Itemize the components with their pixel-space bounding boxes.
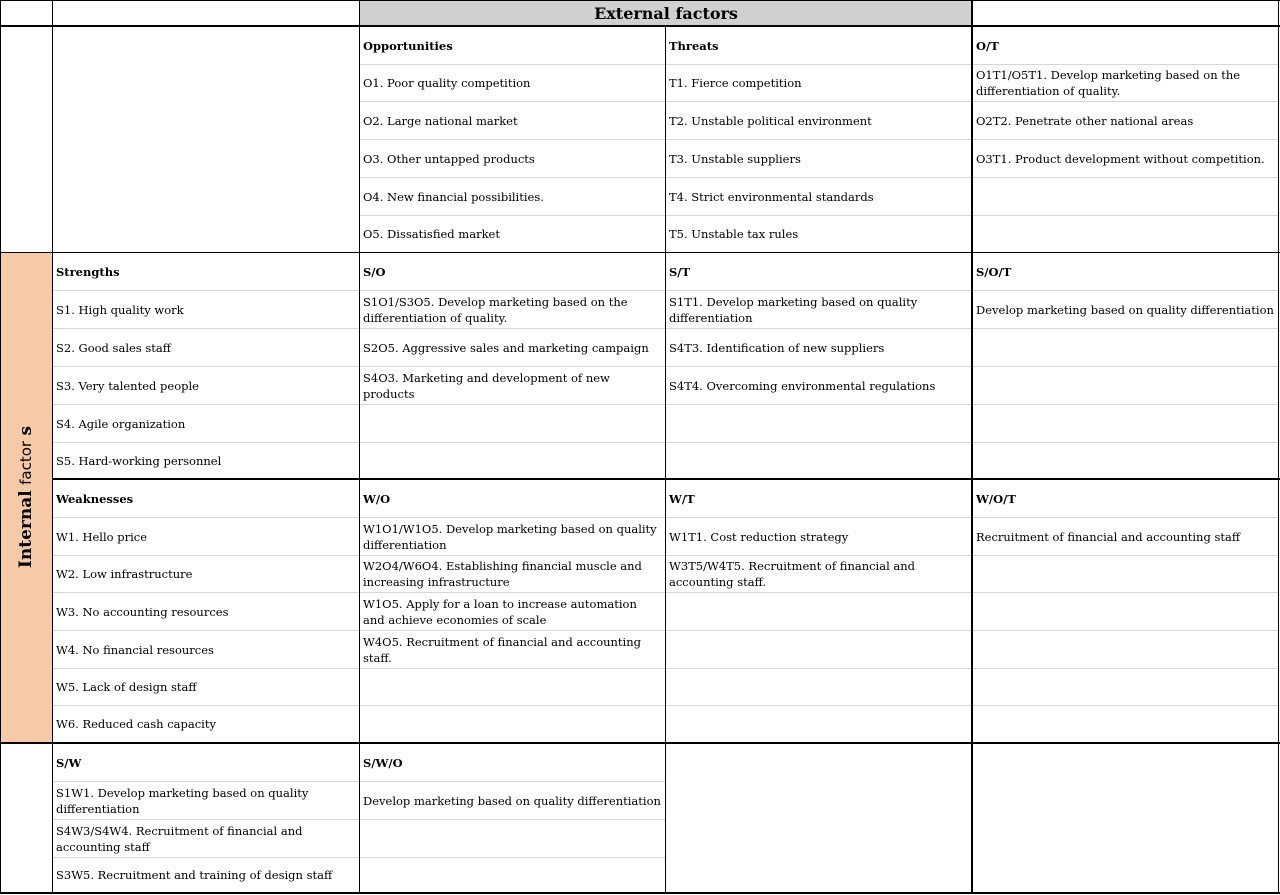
weakness-item: W3. No accounting resources: [56, 604, 229, 619]
opportunity-item: O3. Other untapped products: [363, 151, 535, 166]
strength-item: S1. High quality work: [56, 302, 184, 317]
internal-label-tail: s: [16, 425, 36, 436]
threat-item: T3. Unstable suppliers: [669, 151, 801, 166]
sot-item: Develop marketing based on quality differentiation: [976, 302, 1274, 317]
weakness-item: W5. Lack of design staff: [56, 680, 197, 694]
wt-item: W1T1. Cost reduction strategy: [669, 529, 849, 544]
so-item: S1O1/S3O5. Develop marketing based on the differentiation of quality.: [363, 294, 628, 325]
threats-title: Threats: [669, 38, 719, 53]
wo-title: W/O: [363, 491, 391, 506]
st-item: S4T3. Identification of new suppliers: [669, 340, 885, 355]
weakness-item: W1. Hello price: [56, 529, 148, 544]
opportunity-item: O1. Poor quality competition: [363, 76, 531, 90]
opportunity-item: O4. New financial possibilities.: [363, 189, 544, 204]
ot-item: O1T1/O5T1. Develop marketing based on the differentiation of quality.: [976, 68, 1241, 98]
threat-item: T1. Fierce competition: [669, 76, 802, 90]
ot-title: O/T: [976, 38, 999, 53]
wot-item: Recruitment of financial and accounting staff: [976, 529, 1241, 544]
wt-item: W3T5/W4T5. Recruitment of financial and accounting staff.: [669, 559, 916, 589]
sot-title: S/O/T: [976, 264, 1012, 279]
st-title: S/T: [669, 264, 691, 279]
strength-item: S4. Agile organization: [56, 416, 186, 431]
ot-item: O2T2. Penetrate other national areas: [976, 113, 1194, 128]
sw-item: S1W1. Develop marketing based on quality differentiation: [56, 785, 309, 816]
wo-item: W4O5. Recruitment of financial and accounting staff.: [363, 634, 641, 665]
strengths-title: Strengths: [56, 264, 120, 279]
so-item: S4O3. Marketing and development of new products: [363, 370, 610, 401]
opportunity-item: O2. Large national market: [363, 113, 518, 128]
sw-item: S4W3/S4W4. Recruitment of financial and accounting staff: [56, 823, 303, 854]
wo-item: W1O1/W1O5. Develop marketing based on quality differentiation: [363, 521, 657, 552]
strength-item: S5. Hard-working personnel: [56, 453, 222, 468]
ot-item: O3T1. Product development without competition.: [976, 151, 1265, 166]
weakness-item: W6. Reduced cash capacity: [56, 717, 216, 731]
so-title: S/O: [363, 264, 386, 279]
st-item: S4T4. Overcoming environmental regulations: [669, 378, 936, 393]
opportunity-item: O5. Dissatisfied market: [363, 227, 500, 241]
sw-title: S/W: [56, 755, 82, 770]
weakness-item: W4. No financial resources: [56, 642, 214, 657]
threat-item: T2. Unstable political environment: [669, 113, 872, 128]
so-item: S2O5. Aggressive sales and marketing campaign: [363, 340, 649, 355]
strength-item: S3. Very talented people: [56, 378, 199, 393]
internal-factors-label: [16, 426, 36, 568]
weaknesses-title: Weaknesses: [56, 491, 134, 506]
internal-label-rest: factor: [17, 440, 35, 485]
wt-title: W/T: [669, 491, 695, 506]
threat-item: T5. Unstable tax rules: [669, 227, 799, 241]
internal-label-bold: Internal: [16, 490, 36, 569]
swo-title: S/W/O: [363, 755, 403, 770]
strength-item: S2. Good sales staff: [56, 340, 171, 355]
wo-item: W2O4/W6O4. Establishing financial muscle and increasing infrastructure: [363, 559, 642, 589]
threat-item: T4. Strict environmental standards: [669, 189, 874, 204]
external-factors-header: External factors: [360, 1, 972, 25]
sw-item: S3W5. Recruitment and training of design staff: [56, 868, 333, 882]
opportunities-title: Opportunities: [363, 38, 453, 53]
weakness-item: W2. Low infrastructure: [56, 567, 193, 581]
wo-item: W1O5. Apply for a loan to increase automation and achieve economies of scale: [363, 596, 637, 627]
wot-title: W/O/T: [976, 491, 1016, 506]
st-item: S1T1. Develop marketing based on quality differentiation: [669, 294, 918, 325]
swo-item: Develop marketing based on quality differentiation: [363, 793, 661, 808]
